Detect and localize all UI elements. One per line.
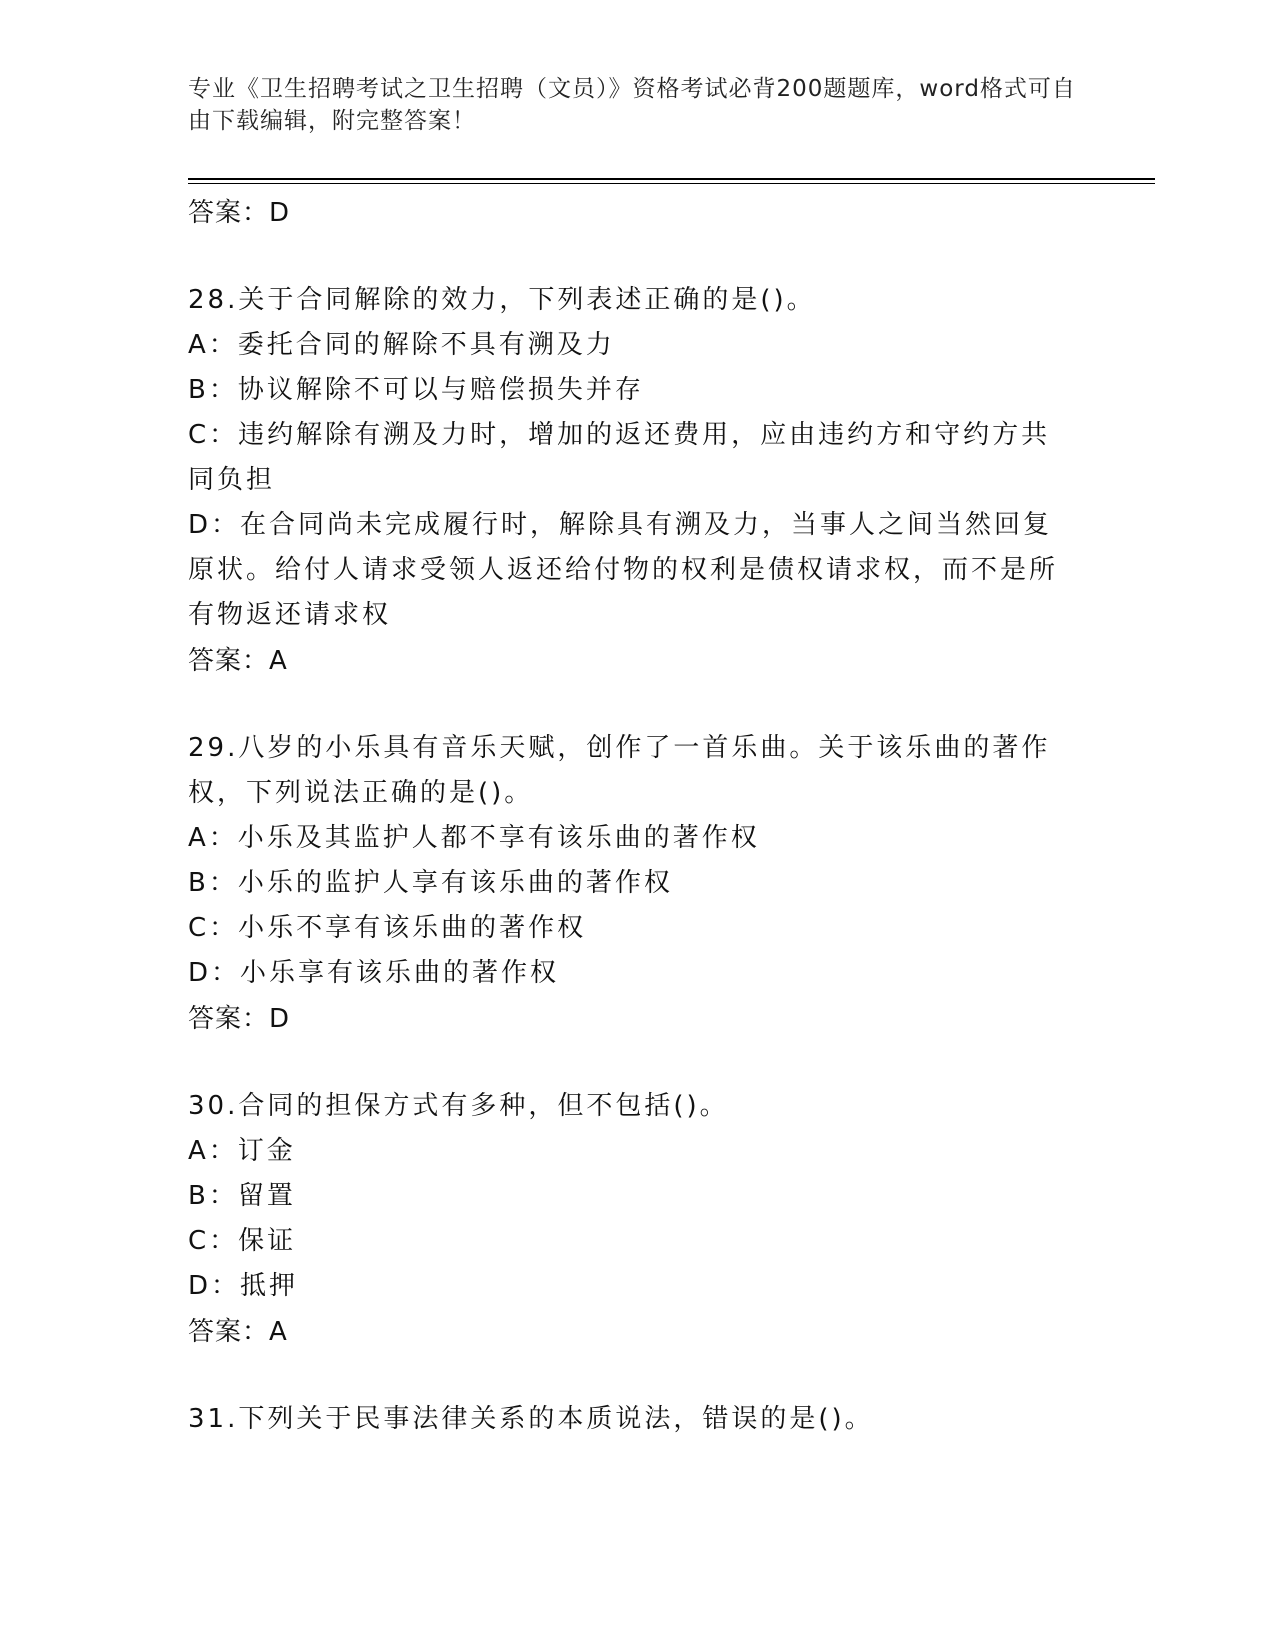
option-a: A：委托合同的解除不具有溯及力	[188, 330, 615, 360]
option-c: C：小乐不享有该乐曲的著作权	[188, 913, 587, 943]
answer-text: 答案：A	[188, 646, 288, 676]
option-b: B：留置	[188, 1181, 296, 1211]
option-c: C：违约解除有溯及力时，增加的返还费用，应由违约方和守约方共同负担	[188, 420, 1051, 495]
question-list	[188, 186, 1078, 1442]
option-d: D：抵押	[188, 1271, 299, 1301]
option-d: D：在合同尚未完成履行时，解除具有溯及力，当事人之间当然回复原状。给付人请求受领人返还给付物的权利是债权请求权，而不是所有物返还请求权	[188, 510, 1059, 630]
question-stem: 29.八岁的小乐具有音乐天赋，创作了一首乐曲。关于该乐曲的著作权，下列说法正确的是()。	[188, 733, 1051, 808]
question-29	[188, 726, 1078, 1042]
question-stem: 31.下列关于民事法律关系的本质说法，错误的是()。	[188, 1404, 874, 1434]
option-a: A：订金	[188, 1136, 296, 1166]
option-b: B：协议解除不可以与赔偿损失并存	[188, 375, 644, 405]
page-header: 专业《卫生招聘考试之卫生招聘（文员）》资格考试必背200题题库，word格式可自由下载编辑，附完整答案！	[188, 76, 1076, 134]
answer-text: 答案：D	[188, 1004, 291, 1034]
question-28	[188, 278, 1078, 684]
option-c: C：保证	[188, 1226, 297, 1256]
question-30	[188, 1084, 1078, 1355]
answer-text: 答案：A	[188, 1317, 288, 1347]
question-stem: 28.关于合同解除的效力，下列表述正确的是()。	[188, 285, 816, 315]
question-31	[188, 1397, 1078, 1442]
answer-text: 答案：D	[188, 198, 291, 228]
question-stem: 30.合同的担保方式有多种，但不包括()。	[188, 1091, 729, 1121]
option-d: D：小乐享有该乐曲的著作权	[188, 958, 560, 988]
header-divider	[188, 178, 1155, 184]
option-a: A：小乐及其监护人都不享有该乐曲的著作权	[188, 823, 760, 853]
option-b: B：小乐的监护人享有该乐曲的著作权	[188, 868, 673, 898]
